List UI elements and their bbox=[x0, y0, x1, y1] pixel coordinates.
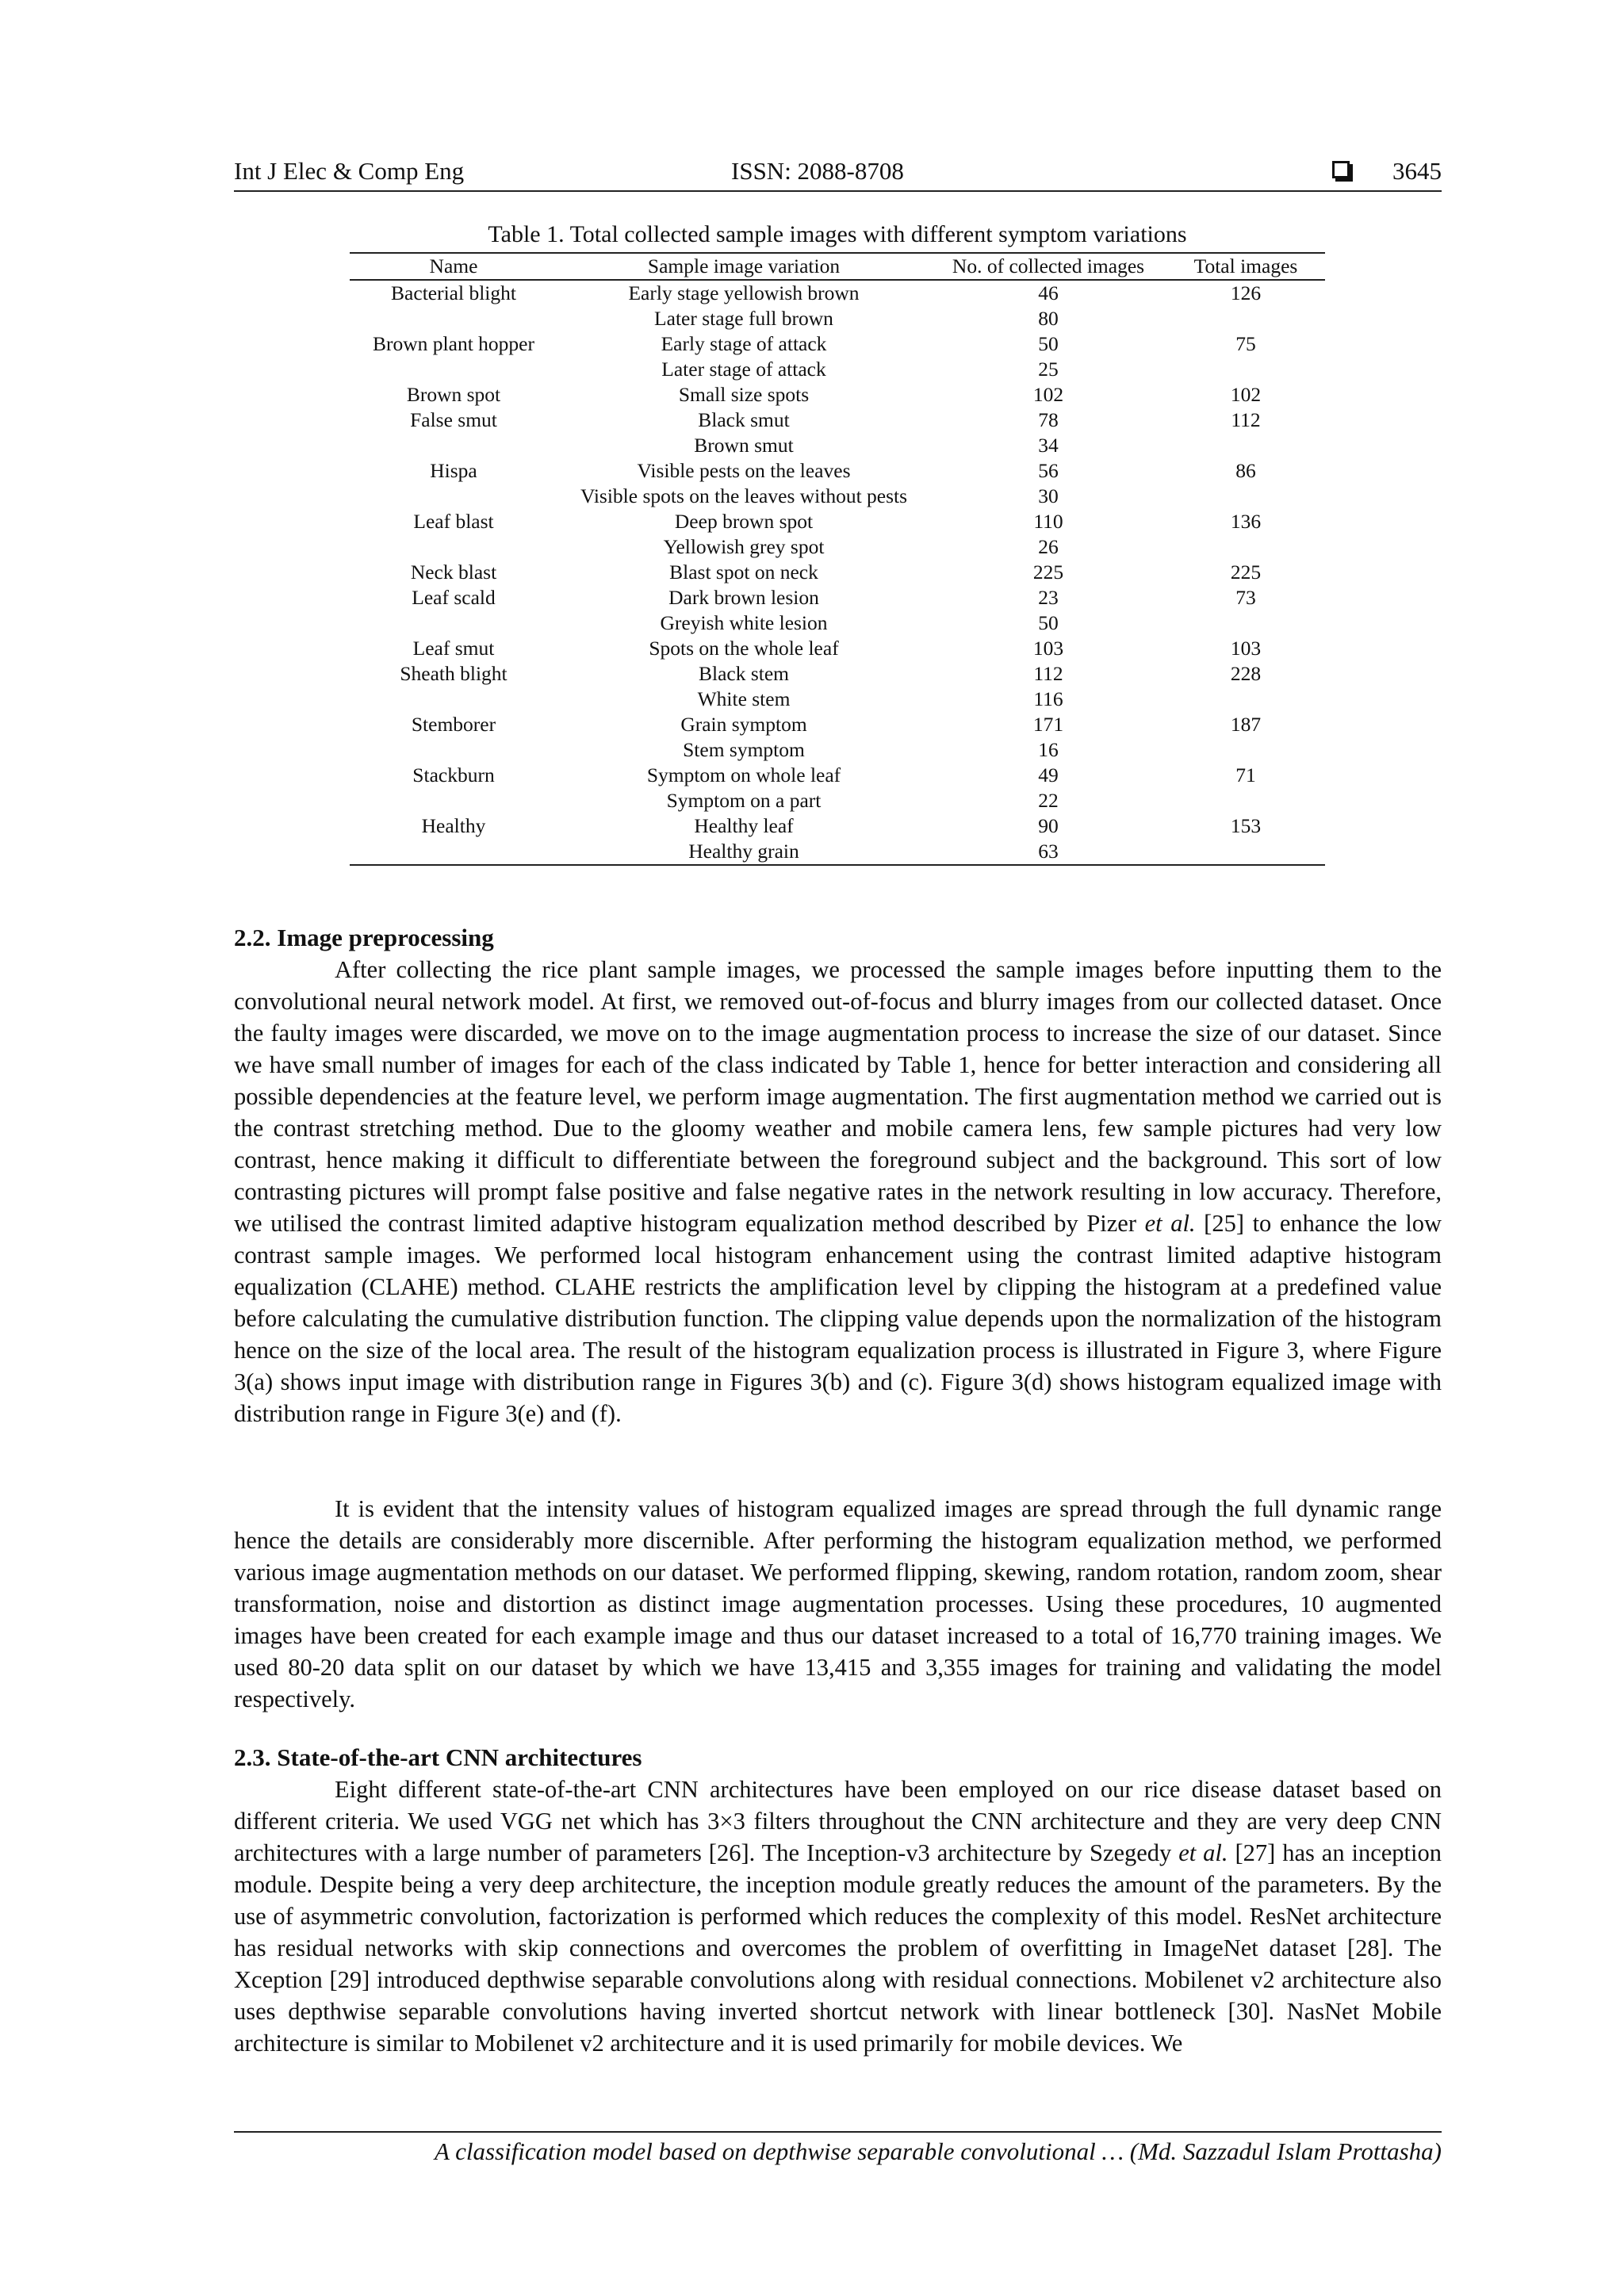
table-cell: Leaf scald bbox=[412, 586, 496, 609]
table-cell: 30 bbox=[1038, 484, 1059, 507]
table-cell: 50 bbox=[1038, 332, 1059, 355]
table-row bbox=[350, 534, 1325, 560]
table-cell: Hispa bbox=[430, 459, 477, 482]
table-cell: 103 bbox=[1032, 637, 1064, 660]
table-cell: 153 bbox=[1230, 814, 1262, 837]
table-cell bbox=[350, 484, 557, 509]
table-cell bbox=[1166, 839, 1325, 865]
table-cell: Early stage of attack bbox=[661, 332, 827, 355]
table-cell: Small size spots bbox=[678, 383, 810, 406]
table-cell: 63 bbox=[930, 839, 1166, 865]
page-box-icon bbox=[1332, 161, 1350, 178]
table-cell: Leaf smut bbox=[412, 637, 495, 660]
table-cell: Stemborer bbox=[411, 713, 496, 736]
table-cell: 26 bbox=[1038, 535, 1059, 558]
page-footer: A classification model based on depthwise separable convolutional … (Md. Sazzadul Islam Prottasha) bbox=[434, 2137, 1442, 2165]
etal-text: et al. bbox=[1178, 1839, 1228, 1866]
table-cell: 126 bbox=[1230, 281, 1262, 304]
table-row bbox=[350, 813, 1325, 839]
table-cell bbox=[350, 306, 557, 331]
table-cell: 80 bbox=[1038, 307, 1059, 330]
column-header: Total images bbox=[1166, 253, 1325, 280]
table-cell: 49 bbox=[1038, 763, 1059, 786]
table-cell bbox=[350, 357, 557, 382]
table-cell: Black smut bbox=[698, 408, 790, 431]
table-row bbox=[350, 788, 1325, 813]
table-cell: 22 bbox=[1038, 789, 1059, 812]
page-number: 3645 bbox=[1392, 157, 1442, 185]
paragraph bbox=[234, 1774, 1442, 2059]
table-row bbox=[350, 712, 1325, 737]
table-row bbox=[350, 636, 1325, 661]
table-cell bbox=[1166, 433, 1325, 458]
table-cell: Healthy leaf bbox=[694, 814, 794, 837]
table-cell: Later stage of attack bbox=[661, 358, 826, 381]
table-cell: Symptom on whole leaf bbox=[646, 763, 841, 786]
table-cell bbox=[350, 433, 557, 458]
table-cell: 225 bbox=[1230, 561, 1262, 584]
table-cell: 25 bbox=[1038, 358, 1059, 381]
table-cell: 112 bbox=[1033, 662, 1063, 685]
table-cell: Dark brown lesion bbox=[668, 586, 819, 609]
table-cell bbox=[1166, 357, 1325, 382]
table-row bbox=[350, 382, 1325, 408]
table-row bbox=[350, 560, 1325, 585]
table-row bbox=[350, 458, 1325, 484]
table-cell: Blast spot on neck bbox=[669, 561, 818, 584]
table-row bbox=[350, 306, 1325, 331]
table-cell: 56 bbox=[1038, 459, 1059, 482]
symptom-table bbox=[350, 252, 1325, 866]
table-cell: 187 bbox=[1230, 713, 1262, 736]
table-cell: Leaf blast bbox=[413, 510, 494, 533]
table-body bbox=[350, 280, 1325, 865]
footer-rule bbox=[234, 2131, 1442, 2133]
table-cell: Brown smut bbox=[694, 434, 794, 457]
column-header: Name bbox=[350, 253, 557, 280]
table-cell bbox=[350, 839, 557, 865]
table-row bbox=[350, 408, 1325, 433]
issn: ISSN: 2088-8708 bbox=[731, 157, 904, 185]
table-cell: Healthy bbox=[421, 814, 486, 837]
table-cell: Healthy grain bbox=[557, 839, 930, 865]
table-cell bbox=[1166, 484, 1325, 509]
table-cell bbox=[1166, 687, 1325, 712]
table-cell: False smut bbox=[410, 408, 497, 431]
paragraph-text: [25] to enhance the low contrast sample images. We performed local histogram enhancement using the contrast limited adaptive histogram equalization (CLAHE) method. CLAHE restricts the amplification level by clipping the histogram at a predefined value before calculating the cumulative distribution function. The clipping value depends upon the normalization of the histogram hence on the size of the local area. The result of the histogram equalization process is illustrated in Figure 3, where Figure 3(a) shows input image with distribution range in Figures 3(b) and (c). Figure 3(d) shows histogram equalized image with distribution range in Figure 3(e) and (f). bbox=[234, 1210, 1442, 1427]
table-cell: Neck blast bbox=[410, 561, 497, 584]
table-cell: Symptom on a part bbox=[666, 789, 822, 812]
table-cell: Stackburn bbox=[412, 763, 495, 786]
table-cell: 73 bbox=[1235, 586, 1256, 609]
table-cell bbox=[1166, 788, 1325, 813]
table-cell bbox=[350, 534, 557, 560]
table-row bbox=[350, 839, 1325, 865]
table-row bbox=[350, 737, 1325, 763]
table-cell: 112 bbox=[1231, 408, 1261, 431]
table-cell bbox=[1166, 610, 1325, 636]
column-header: No. of collected images bbox=[930, 253, 1166, 280]
table-cell: 228 bbox=[1230, 662, 1262, 685]
paragraph-text: After collecting the rice plant sample images, we processed the sample images before inputting them to the convolutional neural network model. At first, we removed out-of-focus and blurry images from our collected dataset. Once the faulty images were discarded, we move on to the image augmentation process to increase the size of our dataset. Since we have small number of images for each of the class indicated by Table 1, hence for better interaction and considering all possible dependencies at the feature level, we perform image augmentation. The first augmentation method we carried out is the contrast stretching method. Due to the gloomy weather and mobile camera lens, few sample pictures had very low contrast, hence making it difficult to differentiate between the foreground subject and the background. This sort of low contrasting pictures will prompt false positive and false negative rates in the network resulting in low accuracy. Therefore, we utilised the contrast limited adaptive histogram equalization method described by Pizer bbox=[234, 956, 1442, 1237]
table-cell: Later stage full brown bbox=[654, 307, 833, 330]
table-cell: 171 bbox=[1032, 713, 1064, 736]
table-cell: Visible pests on the leaves bbox=[637, 459, 851, 482]
etal-text: et al. bbox=[1144, 1210, 1196, 1237]
table-cell: Bacterial blight bbox=[391, 281, 516, 304]
table-cell: Sheath blight bbox=[400, 662, 508, 685]
paragraph: It is evident that the intensity values of histogram equalized images are spread through the full dynamic range hence the details are considerably more discernible. After performing the histogram equalization method, we performed various image augmentation methods on our dataset. We performed flipping, skewing, random rotation, random zoom, shear transformation, noise and distortion as distinct image augmentation processes. Using these procedures, 10 augmented images have been created for each example image and thus our dataset increased to a total of 16,770 training images. We used 80-20 data split on our dataset by which we have 13,415 and 3,355 images for training and validating the model respectively. bbox=[234, 1495, 1442, 1712]
column-header: Sample image variation bbox=[557, 253, 930, 280]
table-cell: 102 bbox=[1230, 383, 1262, 406]
table-caption: Table 1. Total collected sample images with different symptom variations bbox=[488, 221, 1187, 247]
table-cell: Black stem bbox=[698, 662, 789, 685]
table-row bbox=[350, 610, 1325, 636]
section-heading-2-3: 2.3. State-of-the-art CNN architectures bbox=[234, 1743, 642, 1771]
table-cell bbox=[1166, 534, 1325, 560]
table-cell: Grain symptom bbox=[680, 713, 807, 736]
table-cell: 46 bbox=[1038, 281, 1059, 304]
table-cell bbox=[350, 687, 557, 712]
table-cell bbox=[350, 610, 557, 636]
table-cell: 23 bbox=[1038, 586, 1059, 609]
table-row bbox=[350, 357, 1325, 382]
table-cell: 50 bbox=[1038, 611, 1059, 634]
table-cell: 110 bbox=[1033, 510, 1063, 533]
table-row bbox=[350, 280, 1325, 306]
table-cell: 86 bbox=[1235, 459, 1256, 482]
table-row bbox=[350, 509, 1325, 534]
paragraph-text: [27] has an inception module. Despite being a very deep architecture, the inception module greatly reduces the amount of the parameters. By the use of asymmetric convolution, factorization is performed which reduces the complexity of this model. ResNet architecture has residual networks with skip connections and overcomes the problem of overfitting in ImageNet dataset [28]. The Xception [29] introduced depthwise separable convolutions along with residual connections. Mobilenet v2 architecture also uses depthwise separable convolutions having inverted shortcut network with linear bottleneck [30]. NasNet Mobile architecture is similar to Mobilenet v2 architecture and it is used primarily for mobile devices. We bbox=[234, 1839, 1442, 2057]
table-cell: Spots on the whole leaf bbox=[649, 637, 839, 660]
table-cell: 71 bbox=[1235, 763, 1256, 786]
table-cell: 16 bbox=[1038, 738, 1059, 761]
table-cell bbox=[1166, 737, 1325, 763]
table-row bbox=[350, 484, 1325, 509]
table-cell: 75 bbox=[1235, 332, 1256, 355]
page-header bbox=[234, 157, 1442, 192]
paragraph-text: Eight different state-of-the-art CNN architectures have been employed on our rice disease dataset based on different criteria. We used VGG net which has 3×3 filters throughout the CNN architecture and they are very deep CNN architectures with a large number of parameters [26]. The Inception-v3 architecture by Szegedy bbox=[234, 1776, 1442, 1866]
table-cell bbox=[350, 788, 557, 813]
table-cell: 116 bbox=[1033, 687, 1063, 710]
table-cell: Yellowish grey spot bbox=[663, 535, 825, 558]
table-cell: 90 bbox=[1038, 814, 1059, 837]
table-row bbox=[350, 331, 1325, 357]
table-cell: 102 bbox=[1032, 383, 1064, 406]
table-cell: Stem symptom bbox=[683, 738, 805, 761]
section-heading-2-2: 2.2. Image preprocessing bbox=[234, 924, 494, 951]
table-cell: 103 bbox=[1230, 637, 1262, 660]
table-cell: Brown spot bbox=[406, 383, 501, 406]
table-cell: Early stage yellowish brown bbox=[628, 281, 860, 304]
table-header-row bbox=[350, 253, 1325, 280]
journal-name: Int J Elec & Comp Eng bbox=[234, 157, 465, 185]
table-cell: 136 bbox=[1230, 510, 1262, 533]
table-cell: Greyish white lesion bbox=[660, 611, 828, 634]
table-row bbox=[350, 763, 1325, 788]
table-cell: 225 bbox=[1032, 561, 1064, 584]
table-cell: 34 bbox=[1038, 434, 1059, 457]
table-cell bbox=[350, 737, 557, 763]
table-cell bbox=[1166, 306, 1325, 331]
table-row bbox=[350, 687, 1325, 712]
table-cell: Deep brown spot bbox=[674, 510, 814, 533]
table-cell: White stem bbox=[697, 687, 791, 710]
table-row bbox=[350, 585, 1325, 610]
table-row bbox=[350, 433, 1325, 458]
paragraph bbox=[234, 954, 1442, 1429]
table-cell: Brown plant hopper bbox=[373, 332, 534, 355]
table-row bbox=[350, 661, 1325, 687]
table-cell: Visible spots on the leaves without pests bbox=[580, 484, 908, 507]
table-cell: 78 bbox=[1038, 408, 1059, 431]
